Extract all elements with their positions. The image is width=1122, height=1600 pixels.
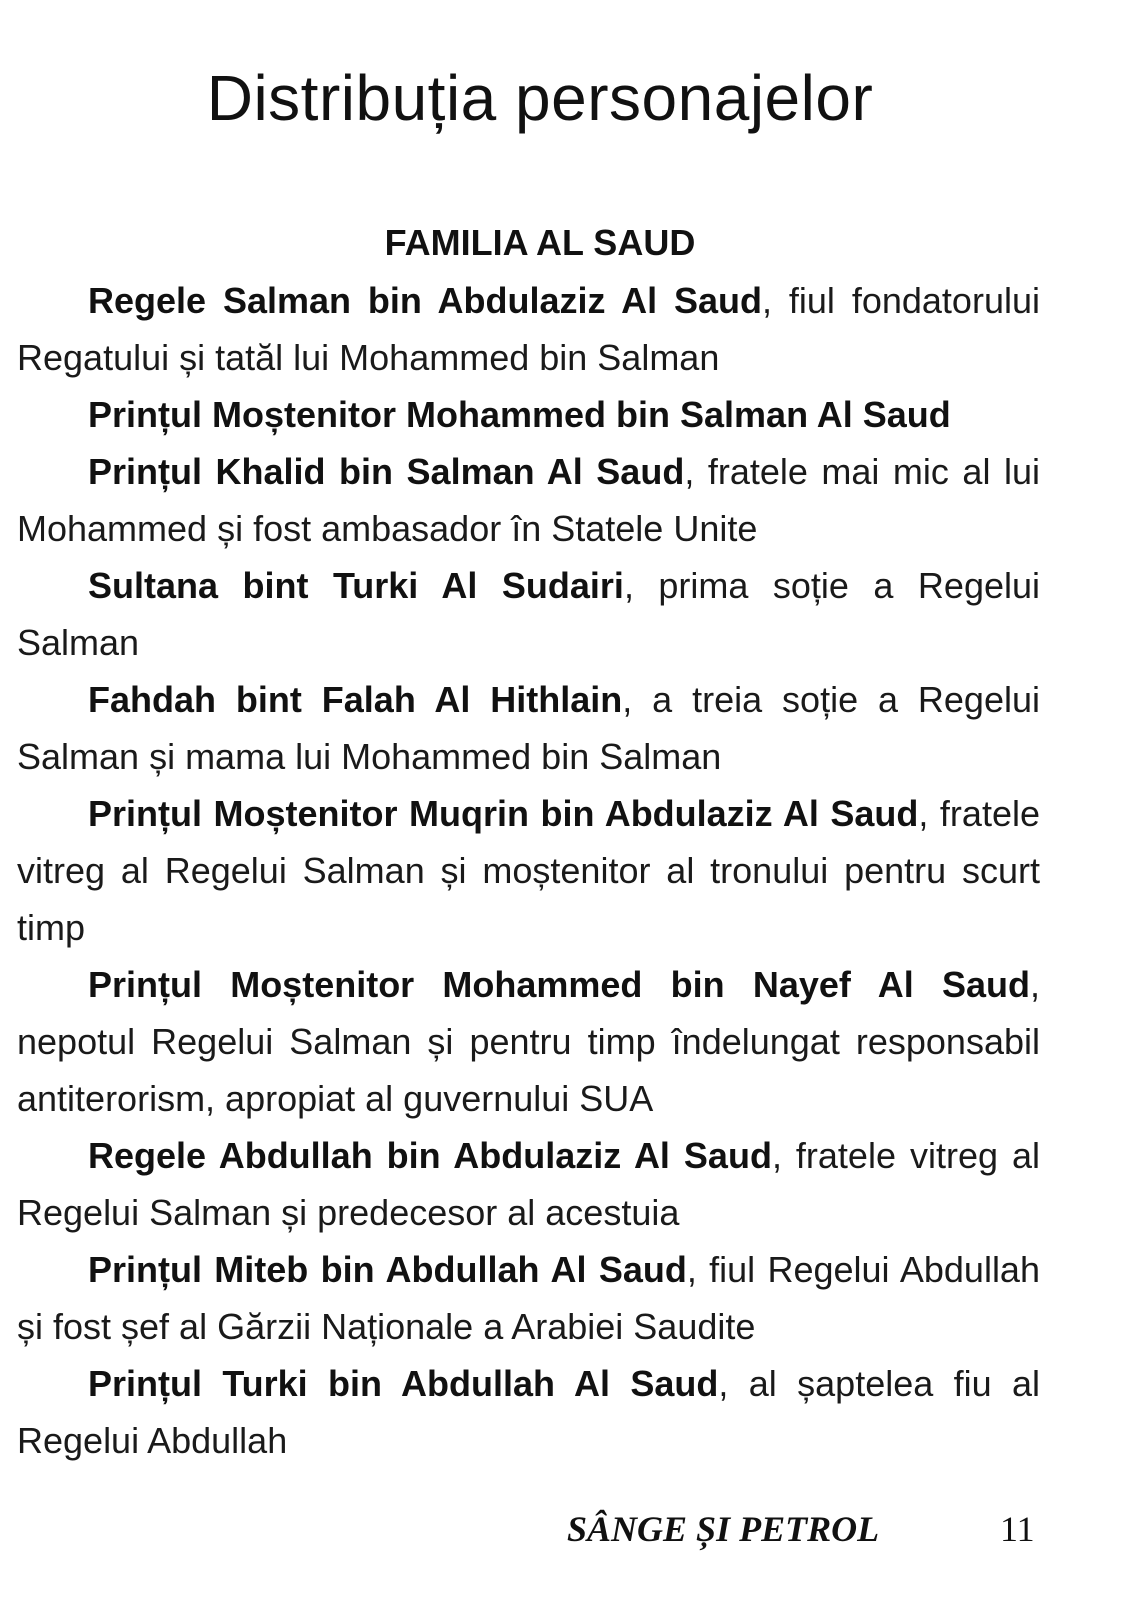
character-name: Fahdah bint Falah Al Hithlain (88, 679, 623, 720)
character-entry (17, 785, 1040, 956)
character-description: , al șaptelea fiu al Regelui Abdullah (17, 1363, 1041, 1461)
character-description: , fratele vitreg al Regelui Salman și predecesor al acestuia (17, 1135, 1040, 1233)
section-heading: FAMILIA AL SAUD (384, 222, 696, 263)
character-entry (17, 671, 1040, 785)
character-name: Prințul Moștenitor Mohammed bin Salman Al Saud (88, 394, 951, 435)
character-name: Prințul Khalid bin Salman Al Saud (88, 451, 685, 492)
character-name: Prințul Miteb bin Abdullah Al Saud (88, 1249, 687, 1290)
character-description: , a treia soție a Regelui Salman și mama lui Mohammed bin Salman (17, 679, 1040, 777)
character-name: Prințul Moștenitor Mohammed bin Nayef Al Saud (88, 964, 1030, 1005)
character-name: Regele Salman bin Abdulaziz Al Saud (88, 280, 762, 321)
character-entry (17, 443, 1040, 557)
character-name: Prințul Turki bin Abdullah Al Saud (88, 1363, 719, 1404)
page-title: Distribuția personajelor (206, 61, 874, 134)
character-entry (17, 386, 1040, 443)
character-entry (17, 1127, 1040, 1241)
character-name: Regele Abdullah bin Abdulaziz Al Saud (88, 1135, 772, 1176)
character-entry (17, 557, 1040, 671)
character-description: , fratele mai mic al lui Mohammed și fost ambasador în Statele Unite (17, 451, 1040, 549)
character-description: , fratele vitreg al Regelui Salman și moștenitor al tronului pentru scurt timp (17, 793, 1040, 948)
character-entry (17, 1355, 1040, 1469)
character-entry (17, 956, 1040, 1127)
character-entry (17, 272, 1040, 386)
character-description: , fiul Regelui Abdullah și fost șef al Gărzii Naționale a Arabiei Saudite (17, 1249, 1040, 1347)
running-footer-book-title: SÂNGE ȘI PETROL (567, 1509, 880, 1549)
character-name: Prințul Moștenitor Muqrin bin Abdulaziz Al Saud (88, 793, 919, 834)
character-list (17, 272, 1040, 1469)
character-description: , nepotul Regelui Salman și pentru timp îndelungat responsabil antiterorism, apropiat al guvernului SUA (17, 964, 1040, 1119)
page-number: 11 (1000, 1509, 1035, 1549)
character-name: Sultana bint Turki Al Sudairi (88, 565, 624, 606)
character-description: , prima soție a Regelui Salman (17, 565, 1040, 663)
character-description: , fiul fondatorului Regatului și tatăl lui Mohammed bin Salman (17, 280, 1040, 378)
character-entry (17, 1241, 1040, 1355)
